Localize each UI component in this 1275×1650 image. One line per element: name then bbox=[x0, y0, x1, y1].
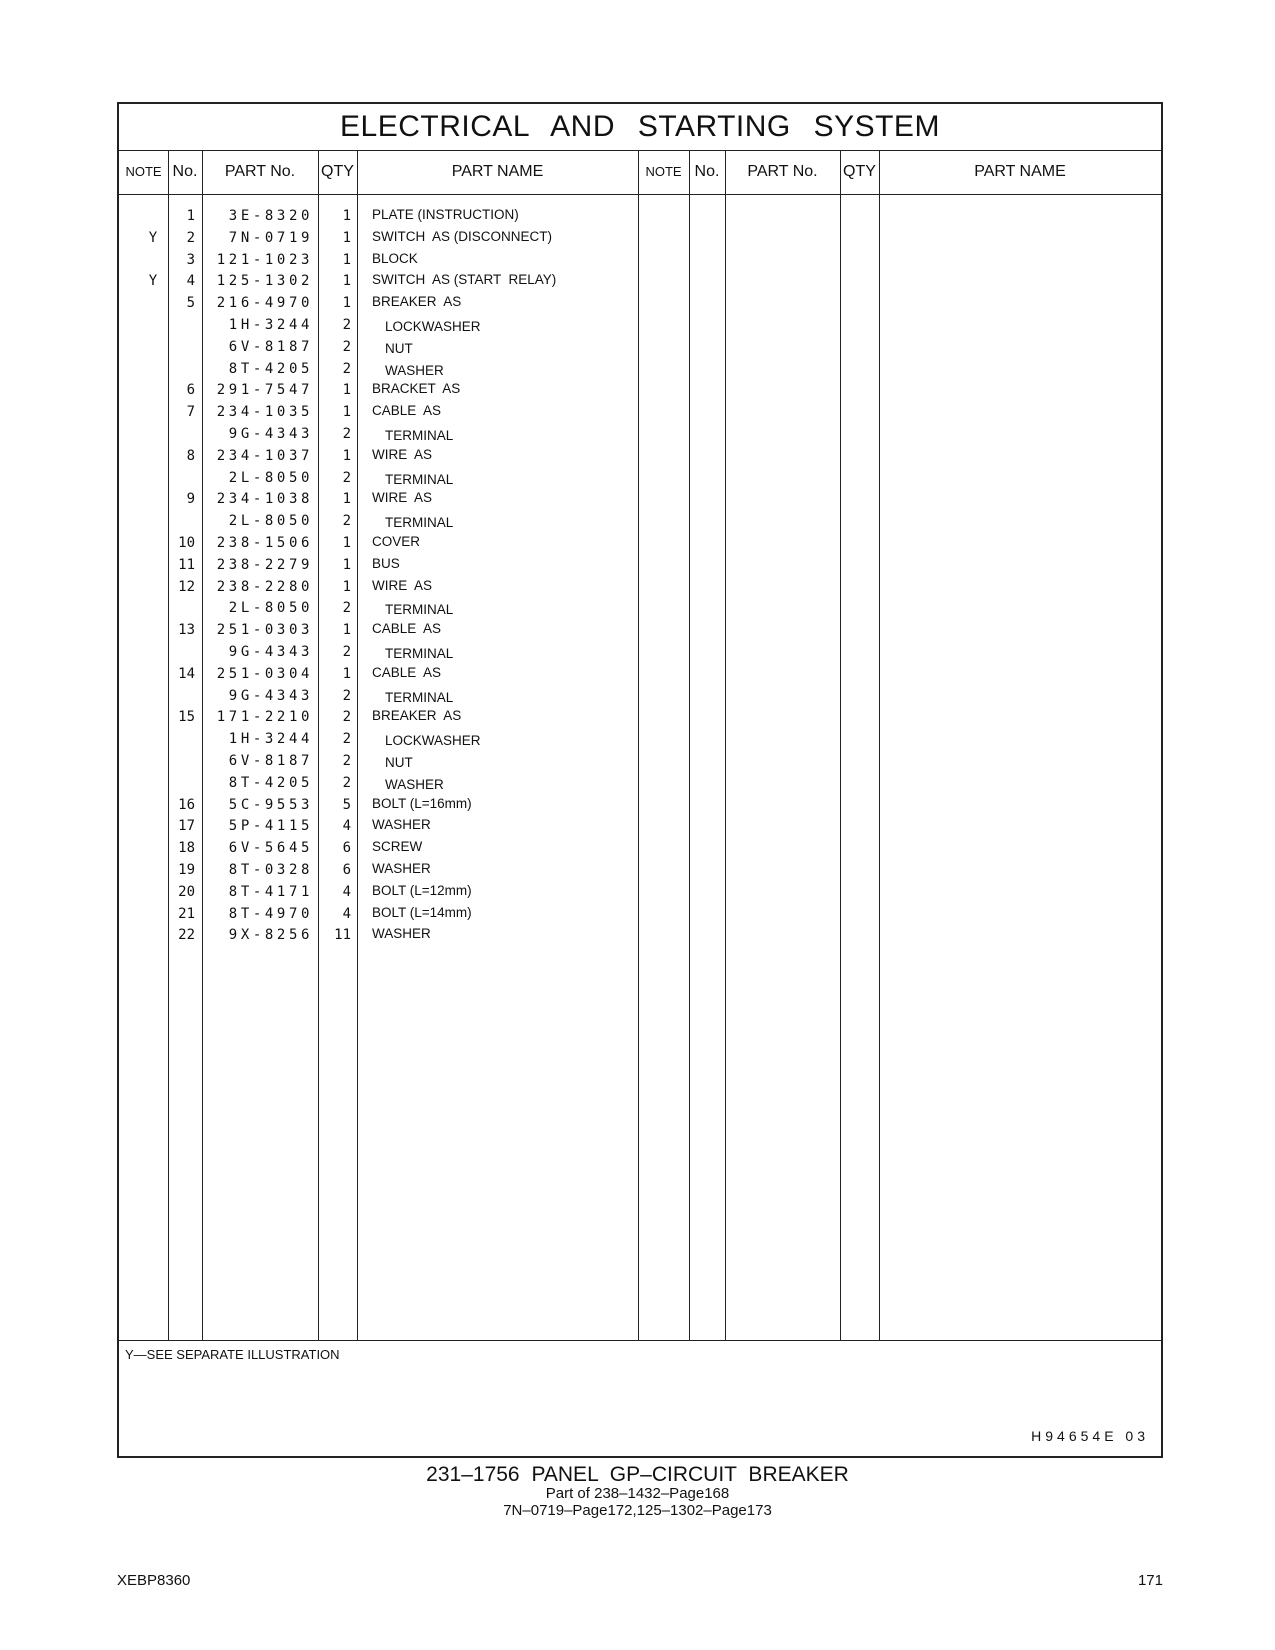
row-part-number: 8T-4205 bbox=[228, 774, 313, 791]
row-part-number: 234-1038 bbox=[216, 491, 313, 508]
row-part-name: BREAKER AS bbox=[372, 294, 462, 310]
row-quantity: 1 bbox=[342, 665, 351, 682]
table-row bbox=[119, 795, 639, 817]
row-quantity: 6 bbox=[342, 840, 351, 857]
row-quantity: 1 bbox=[342, 447, 351, 464]
row-part-name: NUT bbox=[385, 755, 413, 770]
row-part-number: 6V-8187 bbox=[228, 338, 313, 355]
header-qty-right: QTY bbox=[843, 163, 876, 180]
group-caption-part-of: Part of 238–1432–Page168 bbox=[545, 1485, 730, 1502]
row-part-number: 234-1035 bbox=[216, 404, 313, 421]
row-part-name: BOLT (L=16mm) bbox=[372, 795, 472, 811]
row-quantity: 4 bbox=[342, 905, 351, 922]
row-item-number: 17 bbox=[178, 818, 195, 835]
table-row bbox=[119, 228, 639, 250]
row-part-name: TERMINAL bbox=[385, 646, 454, 661]
column-divider bbox=[879, 150, 880, 1340]
row-part-number: 121-1023 bbox=[216, 251, 313, 268]
table-row bbox=[119, 489, 639, 511]
row-part-number: 9X-8256 bbox=[228, 927, 313, 944]
row-quantity: 1 bbox=[342, 556, 351, 573]
row-item-number: 6 bbox=[186, 382, 195, 399]
table-row bbox=[119, 642, 639, 664]
row-part-name: BOLT (L=14mm) bbox=[372, 904, 472, 920]
row-quantity: 1 bbox=[342, 491, 351, 508]
header-partno-left: PART No. bbox=[224, 163, 296, 180]
row-quantity: 2 bbox=[342, 426, 351, 442]
row-part-number: 8T-0328 bbox=[228, 862, 313, 878]
row-quantity: 1 bbox=[342, 404, 351, 421]
table-row bbox=[119, 533, 639, 555]
header-partno-right: PART No. bbox=[747, 163, 818, 180]
row-quantity: 2 bbox=[342, 731, 351, 748]
row-part-name: SCREW bbox=[372, 839, 423, 855]
row-part-name: SWITCH AS (DISCONNECT) bbox=[372, 228, 553, 244]
table-row bbox=[119, 686, 639, 708]
row-part-name: BUS bbox=[372, 555, 400, 571]
row-part-name: BLOCK bbox=[372, 250, 418, 266]
column-divider bbox=[725, 150, 726, 1340]
row-part-number: 171-2210 bbox=[216, 709, 313, 726]
row-part-number: 291-7547 bbox=[216, 382, 313, 399]
table-row bbox=[119, 707, 639, 729]
table-row bbox=[119, 293, 639, 315]
row-part-name: SWITCH AS (START RELAY) bbox=[372, 272, 557, 288]
header-note-left: NOTE bbox=[125, 164, 162, 179]
row-item-number: 12 bbox=[178, 578, 195, 595]
row-part-number: 2L-8050 bbox=[228, 469, 313, 486]
row-part-number: 1H-3244 bbox=[228, 317, 313, 333]
table-row bbox=[119, 773, 639, 795]
row-part-name: BOLT (L=12mm) bbox=[372, 882, 472, 898]
section-title: ELECTRICAL AND STARTING SYSTEM bbox=[119, 104, 1161, 151]
row-part-number: 238-1506 bbox=[216, 535, 313, 551]
row-part-name: WASHER bbox=[385, 362, 444, 378]
header-partname-right: PART NAME bbox=[974, 163, 1066, 180]
row-part-number: 234-1037 bbox=[216, 447, 313, 464]
table-row bbox=[119, 250, 639, 272]
header-note-right: NOTE bbox=[645, 164, 682, 179]
row-part-name: PLATE (INSTRUCTION) bbox=[372, 207, 519, 222]
row-quantity: 2 bbox=[342, 600, 351, 617]
row-quantity: 1 bbox=[342, 535, 351, 551]
row-part-name: LOCKWASHER bbox=[385, 319, 481, 334]
row-part-number: 1H-3244 bbox=[228, 731, 313, 748]
table-row bbox=[119, 359, 639, 381]
group-caption-references: 7N–0719–Page172,125–1302–Page173 bbox=[503, 1502, 772, 1519]
row-part-name: TERMINAL bbox=[385, 689, 454, 705]
row-part-name: WIRE AS bbox=[372, 446, 433, 462]
row-part-number: 7N-0719 bbox=[228, 229, 313, 246]
row-part-name: TERMINAL bbox=[385, 602, 454, 618]
row-part-number: 8T-4171 bbox=[228, 883, 313, 900]
row-part-number: 251-0303 bbox=[216, 622, 313, 639]
table-row bbox=[119, 555, 639, 577]
row-part-number: 9G-4343 bbox=[228, 426, 313, 442]
row-part-name: WASHER bbox=[372, 926, 431, 942]
row-part-number: 125-1302 bbox=[216, 273, 313, 290]
table-row bbox=[119, 271, 639, 293]
row-part-name: CABLE AS bbox=[372, 621, 442, 637]
row-part-name: NUT bbox=[385, 340, 413, 356]
row-part-name: CABLE AS bbox=[372, 664, 442, 680]
table-row bbox=[119, 860, 639, 882]
row-quantity: 1 bbox=[342, 382, 351, 399]
table-row bbox=[119, 816, 639, 838]
row-quantity: 2 bbox=[342, 687, 351, 704]
row-part-name: BREAKER AS bbox=[372, 708, 462, 724]
table-row bbox=[119, 206, 639, 228]
row-part-number: 6V-5645 bbox=[228, 840, 313, 857]
row-quantity: 2 bbox=[342, 338, 351, 355]
row-part-name: TERMINAL bbox=[385, 428, 454, 443]
table-row bbox=[119, 882, 639, 904]
row-quantity: 2 bbox=[342, 644, 351, 660]
table-row bbox=[119, 337, 639, 359]
row-part-name: WIRE AS bbox=[372, 490, 433, 506]
table-header bbox=[119, 150, 1161, 195]
row-item-number: 10 bbox=[178, 535, 195, 551]
row-part-name: WIRE AS bbox=[372, 577, 433, 593]
footer-divider bbox=[119, 1340, 1161, 1341]
row-item-number: 20 bbox=[178, 883, 195, 900]
row-note: Y bbox=[148, 273, 158, 290]
row-quantity: 2 bbox=[342, 709, 351, 726]
row-part-number: 9G-4343 bbox=[228, 644, 313, 660]
row-part-name: WASHER bbox=[385, 776, 444, 792]
row-part-name: TERMINAL bbox=[385, 515, 454, 531]
row-item-number: 2 bbox=[186, 229, 195, 246]
table-row bbox=[119, 838, 639, 860]
table-row bbox=[119, 925, 639, 947]
row-quantity: 1 bbox=[342, 208, 351, 224]
row-quantity: 6 bbox=[342, 862, 351, 878]
row-item-number: 7 bbox=[186, 404, 195, 421]
row-quantity: 1 bbox=[342, 622, 351, 639]
row-item-number: 13 bbox=[178, 622, 195, 639]
row-quantity: 11 bbox=[334, 927, 351, 944]
table-row bbox=[119, 380, 639, 402]
row-quantity: 4 bbox=[342, 883, 351, 900]
table-row bbox=[119, 468, 639, 490]
row-part-number: 2L-8050 bbox=[228, 513, 313, 530]
table-row bbox=[119, 729, 639, 751]
row-item-number: 15 bbox=[178, 709, 195, 726]
row-quantity: 2 bbox=[342, 360, 351, 377]
parts-list-frame bbox=[117, 102, 1163, 1458]
row-item-number: 21 bbox=[178, 905, 195, 922]
table-row bbox=[119, 598, 639, 620]
row-part-name: CABLE AS bbox=[372, 403, 442, 419]
row-part-number: 9G-4343 bbox=[228, 687, 313, 704]
row-part-number: 238-2279 bbox=[216, 556, 313, 573]
row-part-name: BRACKET AS bbox=[372, 381, 461, 397]
row-quantity: 2 bbox=[342, 317, 351, 333]
column-divider bbox=[840, 150, 841, 1340]
row-part-name: TERMINAL bbox=[385, 471, 454, 487]
row-item-number: 11 bbox=[178, 556, 195, 573]
column-divider bbox=[689, 150, 690, 1340]
row-item-number: 9 bbox=[186, 491, 195, 508]
row-item-number: 3 bbox=[186, 251, 195, 268]
table-row bbox=[119, 577, 639, 599]
row-quantity: 2 bbox=[342, 513, 351, 530]
header-qty-left: QTY bbox=[321, 163, 354, 180]
row-part-name: WASHER bbox=[372, 861, 431, 876]
row-item-number: 14 bbox=[178, 665, 195, 682]
row-item-number: 19 bbox=[178, 862, 195, 878]
table-row bbox=[119, 751, 639, 773]
row-part-name: LOCKWASHER bbox=[385, 733, 481, 749]
row-part-number: 8T-4970 bbox=[228, 905, 313, 922]
table-row bbox=[119, 904, 639, 926]
illustration-id: H94654E 03 bbox=[1031, 1428, 1149, 1444]
header-partname-left: PART NAME bbox=[451, 163, 544, 180]
row-part-number: 8T-4205 bbox=[228, 360, 313, 377]
table-row bbox=[119, 664, 639, 686]
row-quantity: 5 bbox=[342, 796, 351, 813]
page-number: 171 bbox=[1137, 1572, 1163, 1589]
group-caption-title: 231–1756 PANEL GP–CIRCUIT BREAKER bbox=[426, 1463, 849, 1486]
row-quantity: 1 bbox=[342, 251, 351, 268]
row-part-number: 3E-8320 bbox=[228, 208, 313, 224]
table-row bbox=[119, 620, 639, 642]
row-note: Y bbox=[148, 229, 158, 246]
header-no-left: No. bbox=[172, 163, 198, 180]
row-part-number: 2L-8050 bbox=[228, 600, 313, 617]
row-item-number: 1 bbox=[186, 208, 195, 224]
row-part-number: 5C-9553 bbox=[228, 796, 313, 813]
row-part-name: WASHER bbox=[372, 817, 431, 833]
row-part-number: 216-4970 bbox=[216, 295, 313, 312]
row-item-number: 16 bbox=[178, 796, 195, 813]
row-item-number: 18 bbox=[178, 840, 195, 857]
row-quantity: 1 bbox=[342, 578, 351, 595]
row-item-number: 5 bbox=[186, 295, 195, 312]
table-row bbox=[119, 446, 639, 468]
note-legend: Y—SEE SEPARATE ILLUSTRATION bbox=[125, 1347, 340, 1362]
row-part-number: 238-2280 bbox=[216, 578, 313, 595]
table-row bbox=[119, 511, 639, 533]
row-part-number: 6V-8187 bbox=[228, 753, 313, 769]
row-part-number: 251-0304 bbox=[216, 665, 313, 682]
row-quantity: 1 bbox=[342, 273, 351, 290]
row-part-name: COVER bbox=[372, 534, 421, 549]
header-no-right: No. bbox=[694, 163, 720, 180]
row-item-number: 8 bbox=[186, 447, 195, 464]
row-quantity: 2 bbox=[342, 774, 351, 791]
table-row bbox=[119, 424, 639, 446]
row-item-number: 4 bbox=[186, 273, 195, 290]
document-code: XEBP8360 bbox=[117, 1572, 191, 1589]
row-quantity: 4 bbox=[342, 818, 351, 835]
row-quantity: 2 bbox=[342, 753, 351, 769]
table-row bbox=[119, 402, 639, 424]
row-quantity: 1 bbox=[342, 295, 351, 312]
row-quantity: 2 bbox=[342, 469, 351, 486]
row-quantity: 1 bbox=[342, 229, 351, 246]
row-part-number: 5P-4115 bbox=[228, 818, 313, 835]
table-row bbox=[119, 315, 639, 337]
row-item-number: 22 bbox=[178, 927, 195, 944]
